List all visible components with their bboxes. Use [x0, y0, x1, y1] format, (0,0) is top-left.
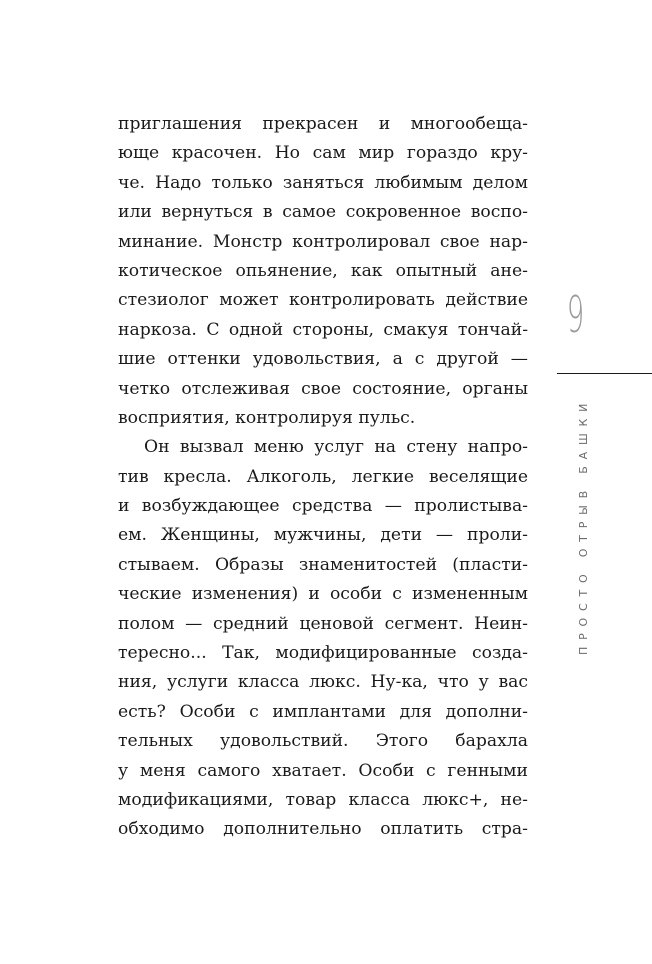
text-line: Он вызвал меню услуг на стену напро-	[144, 437, 528, 458]
text-line: тив кресла. Алкоголь, легкие веселящие	[118, 466, 528, 487]
paragraph-1	[118, 110, 528, 433]
text-line: и возбуждающее средства — пролистыва-	[118, 496, 528, 517]
running-title: ПРОСТО ОТРЫВ БАШКИ	[577, 396, 590, 655]
text-line: стезиолог может контролировать действие	[118, 290, 528, 311]
text-line: приглашения прекрасен и многообеща-	[118, 114, 528, 134]
text-line: обходимо дополнительно оплатить стра-	[118, 819, 528, 840]
text-line: наркоза. С одной стороны, смакуя тончай-	[118, 319, 528, 340]
text-line: модификациями, товар класса люкс+, не-	[118, 789, 528, 810]
text-line: юще красочен. Но сам мир гораздо кру-	[118, 143, 528, 164]
body-text	[118, 110, 528, 845]
text-line: ния, услуги класса люкс. Ну-ка, что у вас	[118, 672, 528, 693]
text-line: или вернуться в самое сокровенное воспо-	[118, 202, 528, 223]
text-line: котическое опьянение, как опытный ане-	[118, 260, 528, 281]
text-line: че. Надо только заняться любимым делом	[118, 172, 528, 193]
text-line: тересно... Так, модифицированные созда-	[118, 643, 528, 664]
text-line: стываем. Образы знаменитостей (пласти-	[118, 554, 528, 575]
text-line: полом — средний ценовой сегмент. Неин-	[118, 613, 528, 634]
text-line: восприятия, контролируя пульс.	[118, 407, 416, 428]
margin-rule	[557, 373, 652, 374]
text-line: минание. Монстр контролировал свое нар-	[118, 231, 528, 252]
text-line: у меня самого хватает. Особи с генными	[118, 760, 528, 781]
text-line: ем. Женщины, мужчины, дети — проли-	[118, 525, 528, 546]
text-line: ческие изменения) и особи с измененным	[118, 584, 528, 605]
page-number: 9	[566, 286, 585, 344]
text-line: есть? Особи с имплантами для дополни-	[118, 701, 528, 722]
text-line: шие оттенки удовольствия, а с другой —	[118, 349, 528, 370]
text-line: четко отслеживая свое состояние, органы	[118, 378, 528, 399]
text-line: тельных удовольствий. Этого барахла	[118, 731, 528, 752]
paragraph-2	[118, 433, 528, 844]
